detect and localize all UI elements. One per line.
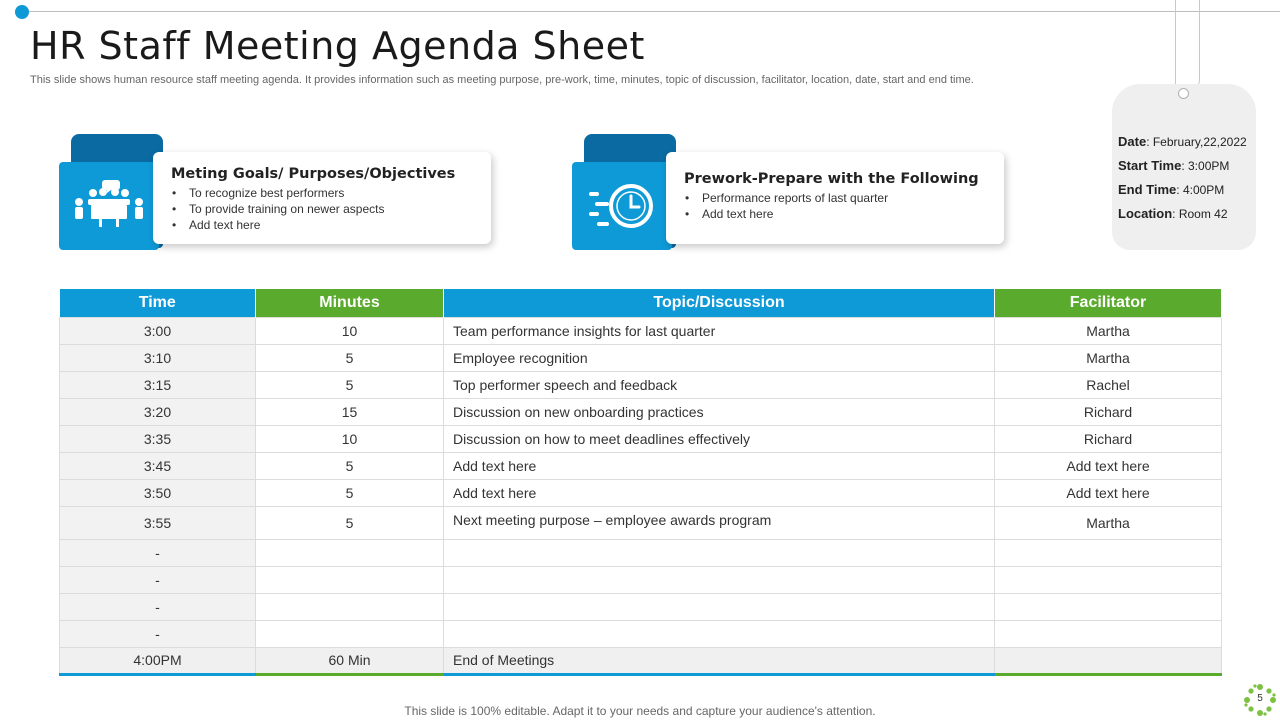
page-title: HR Staff Meeting Agenda Sheet xyxy=(30,24,645,68)
cell-time: - xyxy=(60,566,256,593)
cell-minutes xyxy=(256,539,444,566)
date-row xyxy=(1118,130,1250,154)
cell-time: 3:55 xyxy=(60,506,256,539)
cell-minutes: 5 xyxy=(256,506,444,539)
cell-time: 3:10 xyxy=(60,344,256,371)
cell-topic: Next meeting purpose – employee awards program xyxy=(444,506,995,539)
prework-card-box xyxy=(666,152,1004,244)
cell-minutes: 60 Min xyxy=(256,647,444,674)
accent-dot xyxy=(15,5,29,19)
location-row xyxy=(1118,202,1250,226)
cell-facilitator xyxy=(995,620,1222,647)
cell-minutes: 15 xyxy=(256,398,444,425)
cell-facilitator xyxy=(995,593,1222,620)
cell-minutes xyxy=(256,620,444,647)
cell-topic xyxy=(444,620,995,647)
prework-card xyxy=(572,134,1012,254)
goals-card-box xyxy=(153,152,491,244)
goals-card-title: Meting Goals/ Purposes/Objectives xyxy=(171,166,456,182)
header-minutes: Minutes xyxy=(256,289,444,317)
tag-string xyxy=(1175,0,1183,92)
cell-topic: Add text here xyxy=(444,479,995,506)
fast-clock-icon xyxy=(572,162,672,250)
table-total-row xyxy=(60,647,1222,674)
prework-card-title: Prework-Prepare with the Following xyxy=(684,171,979,187)
cell-time: 3:15 xyxy=(60,371,256,398)
cell-minutes xyxy=(256,593,444,620)
cell-topic: Add text here xyxy=(444,452,995,479)
goals-item: • To provide training on newer aspects xyxy=(171,201,473,217)
table-row xyxy=(60,425,1222,452)
page-number-badge xyxy=(1243,683,1277,717)
cell-time: 3:20 xyxy=(60,398,256,425)
end-time-row xyxy=(1118,178,1250,202)
cell-facilitator: Martha xyxy=(995,506,1222,539)
cell-topic: Team performance insights for last quarter xyxy=(444,317,995,344)
cell-facilitator xyxy=(995,566,1222,593)
table-row xyxy=(60,566,1222,593)
date-value: : February,22,2022 xyxy=(1146,135,1247,149)
header-facilitator: Facilitator xyxy=(995,289,1222,317)
cell-topic xyxy=(444,593,995,620)
cell-minutes: 5 xyxy=(256,344,444,371)
cell-facilitator xyxy=(995,647,1222,674)
table-row xyxy=(60,539,1222,566)
page-subtitle: This slide shows human resource staff meeting agenda. It provides information such as meeting purpose, pre-work, time, minutes, topic of discussion, facilitator, location, date, start and end time. xyxy=(30,74,974,86)
table-row xyxy=(60,317,1222,344)
cell-facilitator xyxy=(995,539,1222,566)
cell-minutes xyxy=(256,566,444,593)
cell-time: 3:00 xyxy=(60,317,256,344)
goals-card xyxy=(59,134,499,254)
cell-time: - xyxy=(60,620,256,647)
meeting-people-icon xyxy=(59,162,159,250)
table-row xyxy=(60,452,1222,479)
start-time-label: Start Time xyxy=(1118,158,1182,173)
cell-topic xyxy=(444,566,995,593)
cell-topic: End of Meetings xyxy=(444,647,995,674)
cell-topic xyxy=(444,539,995,566)
header-topic: Topic/Discussion xyxy=(444,289,995,317)
goals-item: • To recognize best performers xyxy=(171,185,473,201)
cell-time: 3:45 xyxy=(60,452,256,479)
footer-note: This slide is 100% editable. Adapt it to your needs and capture your audience's attention. xyxy=(404,704,876,718)
cell-time: - xyxy=(60,539,256,566)
table-row xyxy=(60,506,1222,539)
cell-facilitator: Richard xyxy=(995,398,1222,425)
location-label: Location xyxy=(1118,206,1173,221)
table-row xyxy=(60,344,1222,371)
date-label: Date xyxy=(1118,134,1147,149)
header-time: Time xyxy=(60,289,256,317)
start-time-value: : 3:00PM xyxy=(1181,159,1230,173)
cell-facilitator: Martha xyxy=(995,344,1222,371)
top-rule xyxy=(22,11,1280,12)
cell-time: 3:50 xyxy=(60,479,256,506)
tag-hole xyxy=(1178,88,1189,99)
table-row xyxy=(60,398,1222,425)
cell-topic: Employee recognition xyxy=(444,344,995,371)
cell-minutes: 10 xyxy=(256,425,444,452)
cell-time: 3:35 xyxy=(60,425,256,452)
cell-facilitator: Add text here xyxy=(995,452,1222,479)
table-row xyxy=(60,479,1222,506)
table-row xyxy=(60,371,1222,398)
cell-time: 4:00PM xyxy=(60,647,256,674)
end-time-label: End Time xyxy=(1118,182,1177,197)
cell-minutes: 5 xyxy=(256,479,444,506)
prework-list xyxy=(684,190,986,222)
cell-minutes: 10 xyxy=(256,317,444,344)
agenda-table xyxy=(59,289,1222,676)
cell-minutes: 5 xyxy=(256,371,444,398)
start-time-row xyxy=(1118,154,1250,178)
cell-facilitator: Rachel xyxy=(995,371,1222,398)
page-number: 5 xyxy=(1257,693,1263,704)
goals-item: • Add text here xyxy=(171,217,473,233)
cell-topic: Discussion on new onboarding practices xyxy=(444,398,995,425)
meeting-info-tag xyxy=(1112,84,1256,250)
tag-string xyxy=(1186,0,1200,90)
table-row xyxy=(60,620,1222,647)
cell-topic: Top performer speech and feedback xyxy=(444,371,995,398)
prework-item: • Add text here xyxy=(684,206,986,222)
cell-minutes: 5 xyxy=(256,452,444,479)
end-time-value: : 4:00PM xyxy=(1176,183,1225,197)
cell-facilitator: Martha xyxy=(995,317,1222,344)
cell-facilitator: Add text here xyxy=(995,479,1222,506)
cell-facilitator: Richard xyxy=(995,425,1222,452)
table-header-row xyxy=(60,289,1222,317)
cell-topic: Discussion on how to meet deadlines effectively xyxy=(444,425,995,452)
location-value: : Room 42 xyxy=(1172,207,1228,221)
prework-item: • Performance reports of last quarter xyxy=(684,190,986,206)
goals-list xyxy=(171,185,473,233)
table-row xyxy=(60,593,1222,620)
cell-time: - xyxy=(60,593,256,620)
